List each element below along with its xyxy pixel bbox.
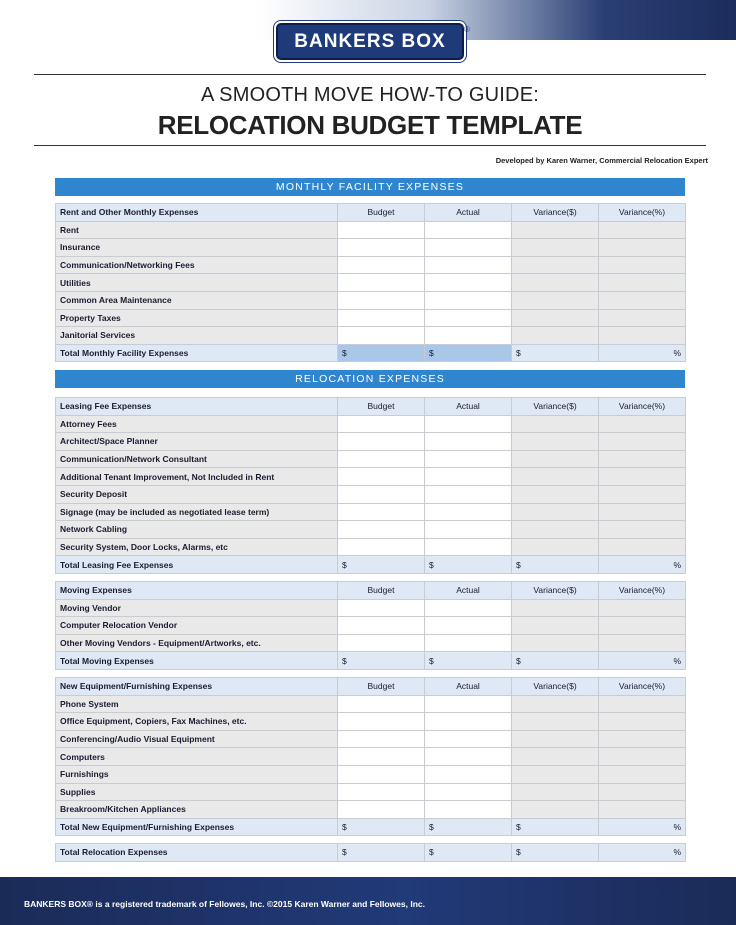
- variance-dollar-cell: [512, 485, 599, 503]
- variance-dollar-cell: [512, 801, 599, 819]
- variance-dollar-cell: [512, 748, 599, 766]
- expense-label: Insurance: [56, 239, 338, 257]
- expense-row: [56, 730, 686, 748]
- variance-percent-cell: [599, 239, 686, 257]
- group-header-label: Moving Expenses: [56, 582, 338, 600]
- total-label: Total Monthly Facility Expenses: [56, 344, 338, 362]
- budget-cell[interactable]: [338, 730, 425, 748]
- expense-row: [56, 433, 686, 451]
- total-actual-cell: $: [425, 844, 512, 862]
- expense-label: Phone System: [56, 695, 338, 713]
- variance-dollar-cell: [512, 415, 599, 433]
- total-actual-cell: $: [425, 652, 512, 670]
- author-credit: Developed by Karen Warner, Commercial Relocation Expert: [495, 156, 708, 165]
- variance-dollar-cell: [512, 538, 599, 556]
- footer-text: BANKERS BOX® is a registered trademark of Fellowes, Inc. ©2015 Karen Warner and Fellowes, Inc.: [24, 899, 425, 909]
- total-row: [56, 652, 686, 670]
- expense-label: Rent: [56, 221, 338, 239]
- column-header: Variance(%): [599, 582, 686, 600]
- actual-cell[interactable]: [425, 695, 512, 713]
- variance-dollar-cell: [512, 291, 599, 309]
- budget-cell[interactable]: [338, 538, 425, 556]
- expense-row: [56, 274, 686, 292]
- expense-label: Computer Relocation Vendor: [56, 617, 338, 635]
- total-variance-percent-cell: %: [599, 652, 686, 670]
- monthly-expenses-table: [55, 203, 686, 362]
- total-variance-percent-cell: %: [599, 844, 686, 862]
- expense-row: [56, 695, 686, 713]
- actual-cell[interactable]: [425, 783, 512, 801]
- variance-dollar-cell: [512, 730, 599, 748]
- total-variance-percent-cell: %: [599, 556, 686, 574]
- variance-dollar-cell: [512, 239, 599, 257]
- total-label: Total Leasing Fee Expenses: [56, 556, 338, 574]
- column-header-row: [56, 398, 686, 416]
- variance-dollar-cell: [512, 450, 599, 468]
- footer: [0, 877, 736, 925]
- registered-mark: ®: [464, 25, 470, 34]
- variance-percent-cell: [599, 274, 686, 292]
- bottom-rule: [34, 145, 706, 146]
- column-header: Variance($): [512, 582, 599, 600]
- budget-cell[interactable]: [338, 617, 425, 635]
- budget-cell[interactable]: [338, 221, 425, 239]
- total-label: Total Relocation Expenses: [56, 844, 338, 862]
- variance-percent-cell: [599, 327, 686, 345]
- budget-cell[interactable]: [338, 713, 425, 731]
- total-budget-cell: $: [338, 652, 425, 670]
- budget-cell[interactable]: [338, 599, 425, 617]
- grand-total-table: [55, 843, 686, 862]
- variance-percent-cell: [599, 538, 686, 556]
- expense-row: [56, 783, 686, 801]
- total-variance-percent-cell: %: [599, 344, 686, 362]
- variance-percent-cell: [599, 748, 686, 766]
- expense-label: Network Cabling: [56, 521, 338, 539]
- variance-percent-cell: [599, 801, 686, 819]
- variance-percent-cell: [599, 450, 686, 468]
- variance-percent-cell: [599, 730, 686, 748]
- column-header: Actual: [425, 678, 512, 696]
- variance-dollar-cell: [512, 617, 599, 635]
- variance-dollar-cell: [512, 468, 599, 486]
- actual-cell[interactable]: [425, 415, 512, 433]
- budget-cell[interactable]: [338, 801, 425, 819]
- budget-cell[interactable]: [338, 485, 425, 503]
- budget-cell[interactable]: [338, 695, 425, 713]
- budget-cell[interactable]: [338, 634, 425, 652]
- equipment-expenses-table: [55, 677, 686, 836]
- variance-percent-cell: [599, 783, 686, 801]
- variance-percent-cell: [599, 634, 686, 652]
- variance-percent-cell: [599, 765, 686, 783]
- page-title: RELOCATION BUDGET TEMPLATE: [157, 110, 583, 140]
- actual-cell[interactable]: [425, 713, 512, 731]
- actual-cell[interactable]: [425, 634, 512, 652]
- leasing-expenses-table: [55, 397, 686, 574]
- budget-cell[interactable]: [338, 503, 425, 521]
- variance-dollar-cell: [512, 521, 599, 539]
- variance-dollar-cell: [512, 309, 599, 327]
- expense-label: Security Deposit: [56, 485, 338, 503]
- bankers-box-logo: [276, 23, 464, 60]
- variance-percent-cell: [599, 713, 686, 731]
- expense-row: [56, 256, 686, 274]
- column-header-row: [56, 678, 686, 696]
- column-header: Variance($): [512, 398, 599, 416]
- total-actual-cell: $: [425, 344, 512, 362]
- budget-cell[interactable]: [338, 291, 425, 309]
- budget-cell[interactable]: [338, 468, 425, 486]
- budget-cell[interactable]: [338, 748, 425, 766]
- expense-row: [56, 291, 686, 309]
- total-actual-cell: $: [425, 556, 512, 574]
- total-variance-dollar-cell: $: [512, 556, 599, 574]
- actual-cell[interactable]: [425, 503, 512, 521]
- column-header: Variance($): [512, 204, 599, 222]
- budget-cell[interactable]: [338, 274, 425, 292]
- expense-label: Signage (may be included as negotiated lease term): [56, 503, 338, 521]
- expense-row: [56, 765, 686, 783]
- budget-cell[interactable]: [338, 256, 425, 274]
- total-row: [56, 844, 686, 862]
- expense-label: Computers: [56, 748, 338, 766]
- variance-dollar-cell: [512, 221, 599, 239]
- expense-row: [56, 415, 686, 433]
- expense-row: [56, 327, 686, 345]
- total-budget-cell: $: [338, 844, 425, 862]
- expense-label: Office Equipment, Copiers, Fax Machines, etc.: [56, 713, 338, 731]
- total-budget-cell: $: [338, 818, 425, 836]
- actual-cell[interactable]: [425, 765, 512, 783]
- actual-cell[interactable]: [425, 730, 512, 748]
- actual-cell[interactable]: [425, 239, 512, 257]
- expense-row: [56, 713, 686, 731]
- expense-row: [56, 239, 686, 257]
- variance-percent-cell: [599, 291, 686, 309]
- variance-percent-cell: [599, 503, 686, 521]
- variance-dollar-cell: [512, 765, 599, 783]
- total-variance-percent-cell: %: [599, 818, 686, 836]
- column-header: Budget: [338, 398, 425, 416]
- actual-cell[interactable]: [425, 274, 512, 292]
- column-header: Budget: [338, 582, 425, 600]
- expense-label: Property Taxes: [56, 309, 338, 327]
- budget-cell[interactable]: [338, 433, 425, 451]
- total-budget-cell: $: [338, 556, 425, 574]
- expense-label: Janitorial Services: [56, 327, 338, 345]
- variance-percent-cell: [599, 521, 686, 539]
- expense-row: [56, 801, 686, 819]
- variance-dollar-cell: [512, 713, 599, 731]
- column-header: Actual: [425, 204, 512, 222]
- section-header-monthly: MONTHLY FACILITY EXPENSES: [55, 178, 685, 196]
- expense-row: [56, 538, 686, 556]
- expense-label: Communication/Network Consultant: [56, 450, 338, 468]
- expense-row: [56, 468, 686, 486]
- actual-cell[interactable]: [425, 599, 512, 617]
- group-header-label: Leasing Fee Expenses: [56, 398, 338, 416]
- budget-cell[interactable]: [338, 765, 425, 783]
- budget-cell[interactable]: [338, 783, 425, 801]
- variance-percent-cell: [599, 468, 686, 486]
- variance-percent-cell: [599, 695, 686, 713]
- expense-label: Supplies: [56, 783, 338, 801]
- variance-percent-cell: [599, 309, 686, 327]
- total-label: Total Moving Expenses: [56, 652, 338, 670]
- actual-cell[interactable]: [425, 468, 512, 486]
- total-row: [56, 344, 686, 362]
- expense-row: [56, 309, 686, 327]
- expense-label: Other Moving Vendors - Equipment/Artworks, etc.: [56, 634, 338, 652]
- actual-cell[interactable]: [425, 221, 512, 239]
- expense-label: Common Area Maintenance: [56, 291, 338, 309]
- expense-row: [56, 634, 686, 652]
- variance-dollar-cell: [512, 503, 599, 521]
- expense-row: [56, 503, 686, 521]
- total-actual-cell: $: [425, 818, 512, 836]
- variance-percent-cell: [599, 256, 686, 274]
- column-header: Budget: [338, 204, 425, 222]
- total-label: Total New Equipment/Furnishing Expenses: [56, 818, 338, 836]
- variance-dollar-cell: [512, 599, 599, 617]
- budget-cell[interactable]: [338, 309, 425, 327]
- expense-label: Communication/Networking Fees: [56, 256, 338, 274]
- variance-percent-cell: [599, 415, 686, 433]
- expense-label: Utilities: [56, 274, 338, 292]
- variance-dollar-cell: [512, 695, 599, 713]
- actual-cell[interactable]: [425, 617, 512, 635]
- total-variance-dollar-cell: $: [512, 344, 599, 362]
- variance-percent-cell: [599, 599, 686, 617]
- expense-row: [56, 617, 686, 635]
- expense-label: Attorney Fees: [56, 415, 338, 433]
- total-row: [56, 818, 686, 836]
- actual-cell[interactable]: [425, 327, 512, 345]
- variance-percent-cell: [599, 221, 686, 239]
- expense-label: Additional Tenant Improvement, Not Included in Rent: [56, 468, 338, 486]
- actual-cell[interactable]: [425, 309, 512, 327]
- expense-label: Architect/Space Planner: [56, 433, 338, 451]
- expense-label: Moving Vendor: [56, 599, 338, 617]
- actual-cell[interactable]: [425, 521, 512, 539]
- logo-text: BANKERS BOX: [294, 30, 446, 52]
- total-row: [56, 556, 686, 574]
- column-header: Budget: [338, 678, 425, 696]
- column-header-row: [56, 582, 686, 600]
- actual-cell[interactable]: [425, 801, 512, 819]
- expense-row: [56, 450, 686, 468]
- expense-label: Security System, Door Locks, Alarms, etc: [56, 538, 338, 556]
- budget-cell[interactable]: [338, 450, 425, 468]
- variance-percent-cell: [599, 433, 686, 451]
- group-header-label: Rent and Other Monthly Expenses: [56, 204, 338, 222]
- actual-cell[interactable]: [425, 748, 512, 766]
- actual-cell[interactable]: [425, 450, 512, 468]
- budget-cell[interactable]: [338, 327, 425, 345]
- actual-cell[interactable]: [425, 291, 512, 309]
- actual-cell[interactable]: [425, 538, 512, 556]
- column-header: Variance(%): [599, 398, 686, 416]
- expense-label: Conferencing/Audio Visual Equipment: [56, 730, 338, 748]
- budget-cell[interactable]: [338, 415, 425, 433]
- expense-row: [56, 599, 686, 617]
- variance-dollar-cell: [512, 433, 599, 451]
- column-header: Actual: [425, 582, 512, 600]
- expense-row: [56, 221, 686, 239]
- column-header: Variance(%): [599, 678, 686, 696]
- budget-cell[interactable]: [338, 239, 425, 257]
- actual-cell[interactable]: [425, 256, 512, 274]
- variance-dollar-cell: [512, 256, 599, 274]
- total-variance-dollar-cell: $: [512, 844, 599, 862]
- page-subtitle: A SMOOTH MOVE HOW-TO GUIDE:: [200, 84, 540, 106]
- expense-row: [56, 521, 686, 539]
- column-header: Actual: [425, 398, 512, 416]
- budget-cell[interactable]: [338, 521, 425, 539]
- variance-percent-cell: [599, 485, 686, 503]
- total-variance-dollar-cell: $: [512, 818, 599, 836]
- column-header: Variance($): [512, 678, 599, 696]
- actual-cell[interactable]: [425, 433, 512, 451]
- section-header-relocation: RELOCATION EXPENSES: [55, 370, 685, 388]
- variance-dollar-cell: [512, 327, 599, 345]
- variance-percent-cell: [599, 617, 686, 635]
- variance-dollar-cell: [512, 274, 599, 292]
- moving-expenses-table: [55, 581, 686, 670]
- column-header: Variance(%): [599, 204, 686, 222]
- variance-dollar-cell: [512, 634, 599, 652]
- column-header-row: [56, 204, 686, 222]
- group-header-label: New Equipment/Furnishing Expenses: [56, 678, 338, 696]
- expense-label: Breakroom/Kitchen Appliances: [56, 801, 338, 819]
- total-budget-cell: $: [338, 344, 425, 362]
- expense-row: [56, 485, 686, 503]
- expense-row: [56, 748, 686, 766]
- top-rule: [34, 74, 706, 75]
- variance-dollar-cell: [512, 783, 599, 801]
- expense-label: Furnishings: [56, 765, 338, 783]
- total-variance-dollar-cell: $: [512, 652, 599, 670]
- actual-cell[interactable]: [425, 485, 512, 503]
